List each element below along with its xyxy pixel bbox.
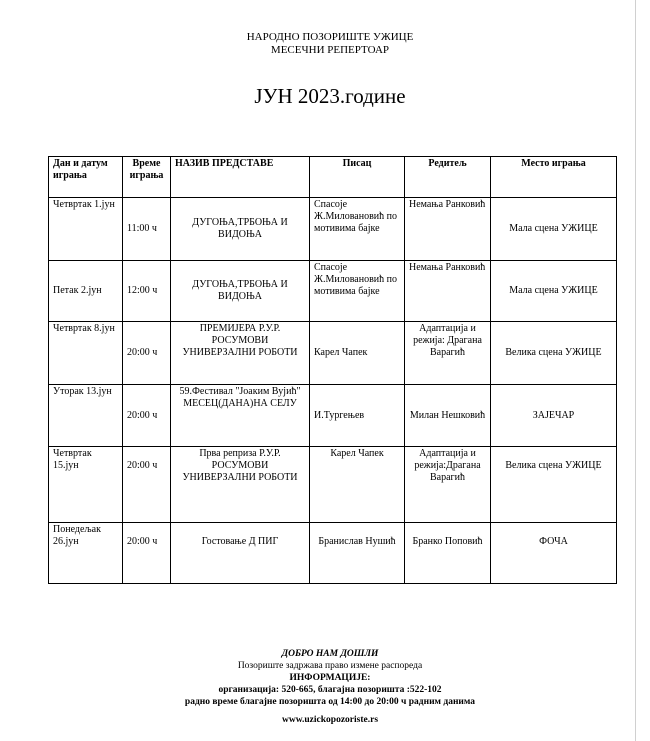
cell-name: ДУГОЊА,ТРБОЊА И ВИДОЊА xyxy=(171,261,310,322)
cell-author: И.Тургењев xyxy=(310,385,405,447)
cell-day: Четвртак 8.јун xyxy=(49,322,123,385)
page-edge xyxy=(635,0,636,741)
schedule-notice: Позориште задржава право измене распореда xyxy=(237,661,423,671)
table-row xyxy=(49,322,617,385)
cell-venue: Мала сцена УЖИЦЕ xyxy=(491,261,617,322)
cell-venue: Мала сцена УЖИЦЕ xyxy=(491,198,617,261)
header-day: Дан и датум играња xyxy=(49,157,123,198)
header-director: Редитељ xyxy=(405,157,491,198)
box-office-hours: радно време благајне позоришта од 14:00 до 20:00 ч радним данима xyxy=(184,697,476,707)
cell-name: ПРЕМИЈЕРА Р.У.Р. РОСУМОВИ УНИВЕРЗАЛНИ РОБОТИ xyxy=(171,322,310,385)
cell-time: 11:00 ч xyxy=(123,198,171,261)
cell-time: 12:00 ч xyxy=(123,261,171,322)
welcome-text: ДОБРО НАМ ДОШЛИ xyxy=(281,649,379,659)
document-header xyxy=(0,31,650,57)
cell-venue: Велика сцена УЖИЦЕ xyxy=(491,322,617,385)
repertoire-subtitle: МЕСЕЧНИ РЕПЕРТОАР xyxy=(270,44,390,56)
cell-author: Спасоје Ж.Миловановић по мотивима бајке xyxy=(310,261,405,322)
info-title: ИНФОРМАЦИЈЕ: xyxy=(289,673,371,683)
header-venue: Место играња xyxy=(491,157,617,198)
cell-author: Бранислав Нушић xyxy=(310,523,405,584)
table-row xyxy=(49,261,617,322)
cell-name: ДУГОЊА,ТРБОЊА И ВИДОЊА xyxy=(171,198,310,261)
phone-numbers: организација: 520-665, благајна позоришта :522-102 xyxy=(218,685,442,695)
header-name: НАЗИВ ПРЕДСТАВЕ xyxy=(171,157,310,198)
cell-director: Бранко Поповић xyxy=(405,523,491,584)
page-title: ЈУН 2023.године xyxy=(254,84,406,108)
cell-venue: ФОЧА xyxy=(491,523,617,584)
cell-name: 59.Фестивал "Јоаким Вујић" МЕСЕЦ(ДАНА)НА СЕЛУ xyxy=(171,385,310,447)
table-row xyxy=(49,523,617,584)
table-header-row xyxy=(49,157,617,198)
document-footer xyxy=(0,648,650,726)
cell-day: Понедељак 26.јун xyxy=(49,523,123,584)
cell-author: Карел Чапек xyxy=(310,447,405,523)
header-time: Време играња xyxy=(123,157,171,198)
cell-time: 20:00 ч xyxy=(123,523,171,584)
cell-time: 20:00 ч xyxy=(123,385,171,447)
cell-time: 20:00 ч xyxy=(123,322,171,385)
cell-venue: Велика сцена УЖИЦЕ xyxy=(491,447,617,523)
table-row xyxy=(49,385,617,447)
table-row xyxy=(49,198,617,261)
cell-director: Немања Ранковић xyxy=(405,198,491,261)
repertoire-table xyxy=(48,156,617,584)
cell-day: Четвртак 15.јун xyxy=(49,447,123,523)
cell-director: Адаптација и режија: Драгана Варагић xyxy=(405,322,491,385)
cell-author: Спасоје Ж.Миловановић по мотивима бајке xyxy=(310,198,405,261)
theatre-name: НАРОДНО ПОЗОРИШТЕ УЖИЦЕ xyxy=(246,31,414,43)
header-author: Писац xyxy=(310,157,405,198)
table-row xyxy=(49,447,617,523)
cell-day: Петак 2.јун xyxy=(49,261,123,322)
cell-name: Гостовање Д ПИГ xyxy=(171,523,310,584)
cell-name: Прва реприза Р.У.Р. РОСУМОВИ УНИВЕРЗАЛНИ РОБОТИ xyxy=(171,447,310,523)
cell-director: Милан Нешковић xyxy=(405,385,491,447)
cell-director: Немања Ранковић xyxy=(405,261,491,322)
cell-time: 20:00 ч xyxy=(123,447,171,523)
cell-author: Карел Чапек xyxy=(310,322,405,385)
cell-day: Четвртак 1.јун xyxy=(49,198,123,261)
website-link: www.uzickopozoriste.rs xyxy=(281,715,379,725)
cell-day: Уторак 13.јун xyxy=(49,385,123,447)
cell-venue: ЗАЈЕЧАР xyxy=(491,385,617,447)
cell-director: Адаптација и режија:Драгана Варагић xyxy=(405,447,491,523)
